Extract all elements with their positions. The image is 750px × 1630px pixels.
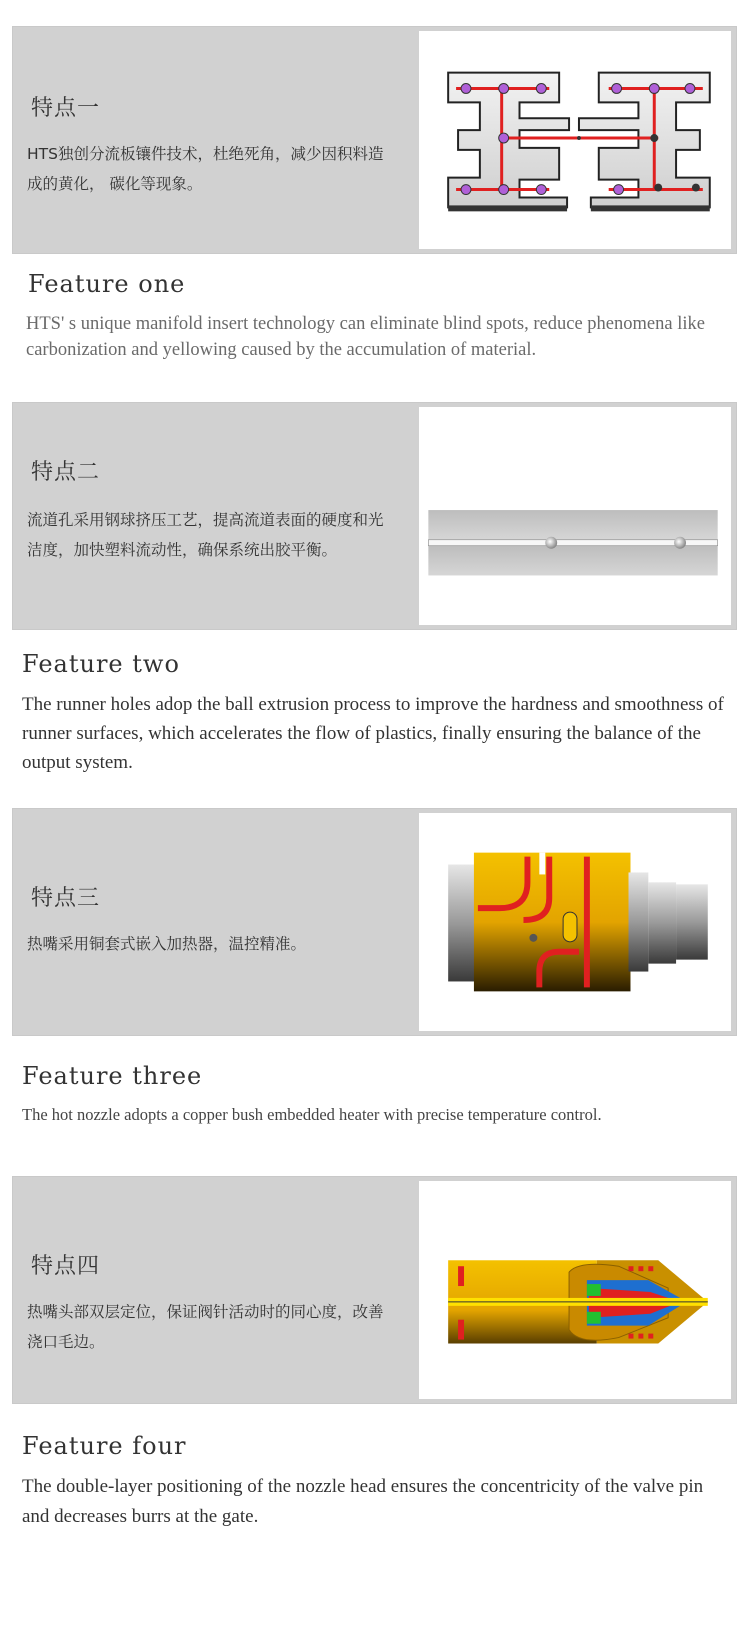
feature-three-cn-desc: 热嘴采用铜套式嵌入加热器，温控精准。 — [27, 935, 307, 953]
feature-one-cn-desc: HTS独创分流板镶件技术，杜绝死角，减少因积料造成的黄化， 碳化等现象。 — [27, 145, 384, 193]
feature-two-en-desc: The runner holes adop the ball extrusion process to improve the hardness and smoothness of runner surfaces, which accelerates the flow of plastics, finally ensuring the balance of the output system. — [22, 694, 724, 773]
manifold-plate-image — [419, 31, 731, 249]
feature-two-en-title: Feature two — [22, 650, 180, 678]
feature-three-card — [12, 808, 737, 1036]
feature-four-en-desc: The double-layer positioning of the nozzle head ensures the concentricity of the valve pin and decreases burrs at the gate. — [22, 1476, 704, 1527]
feature-two-card — [12, 402, 737, 630]
hot-nozzle-image — [419, 813, 731, 1031]
feature-four-en-title: Feature four — [22, 1432, 187, 1460]
feature-one-en-title: Feature one — [28, 270, 186, 298]
feature-two-cn-desc: 流道孔采用钢球挤压工艺，提高流道表面的硬度和光洁度，加快塑料流动性，确保系统出胶平衡。 — [27, 511, 384, 559]
feature-one-cn-title: 特点一 — [31, 96, 101, 121]
feature-four-cn-desc: 热嘴头部双层定位，保证阀针活动时的同心度，改善浇口毛边。 — [27, 1303, 384, 1351]
feature-three-en-desc: The hot nozzle adopts a copper bush embedded heater with precise temperature control. — [22, 1105, 602, 1124]
feature-two-cn-title: 特点二 — [31, 460, 101, 485]
feature-four-card — [12, 1176, 737, 1404]
feature-three-cn-title: 特点三 — [31, 886, 101, 911]
nozzle-cutaway-image — [419, 1181, 731, 1399]
runner-channel-image — [419, 407, 731, 625]
feature-four-cn-title: 特点四 — [31, 1254, 101, 1279]
feature-one-card — [12, 26, 737, 254]
feature-one-en-desc: HTS' s unique manifold insert technology can eliminate blind spots, reduce phenomena like carbonization and yellowing caused by the accumulation of material. — [26, 314, 705, 360]
feature-three-en-title: Feature three — [22, 1062, 203, 1090]
